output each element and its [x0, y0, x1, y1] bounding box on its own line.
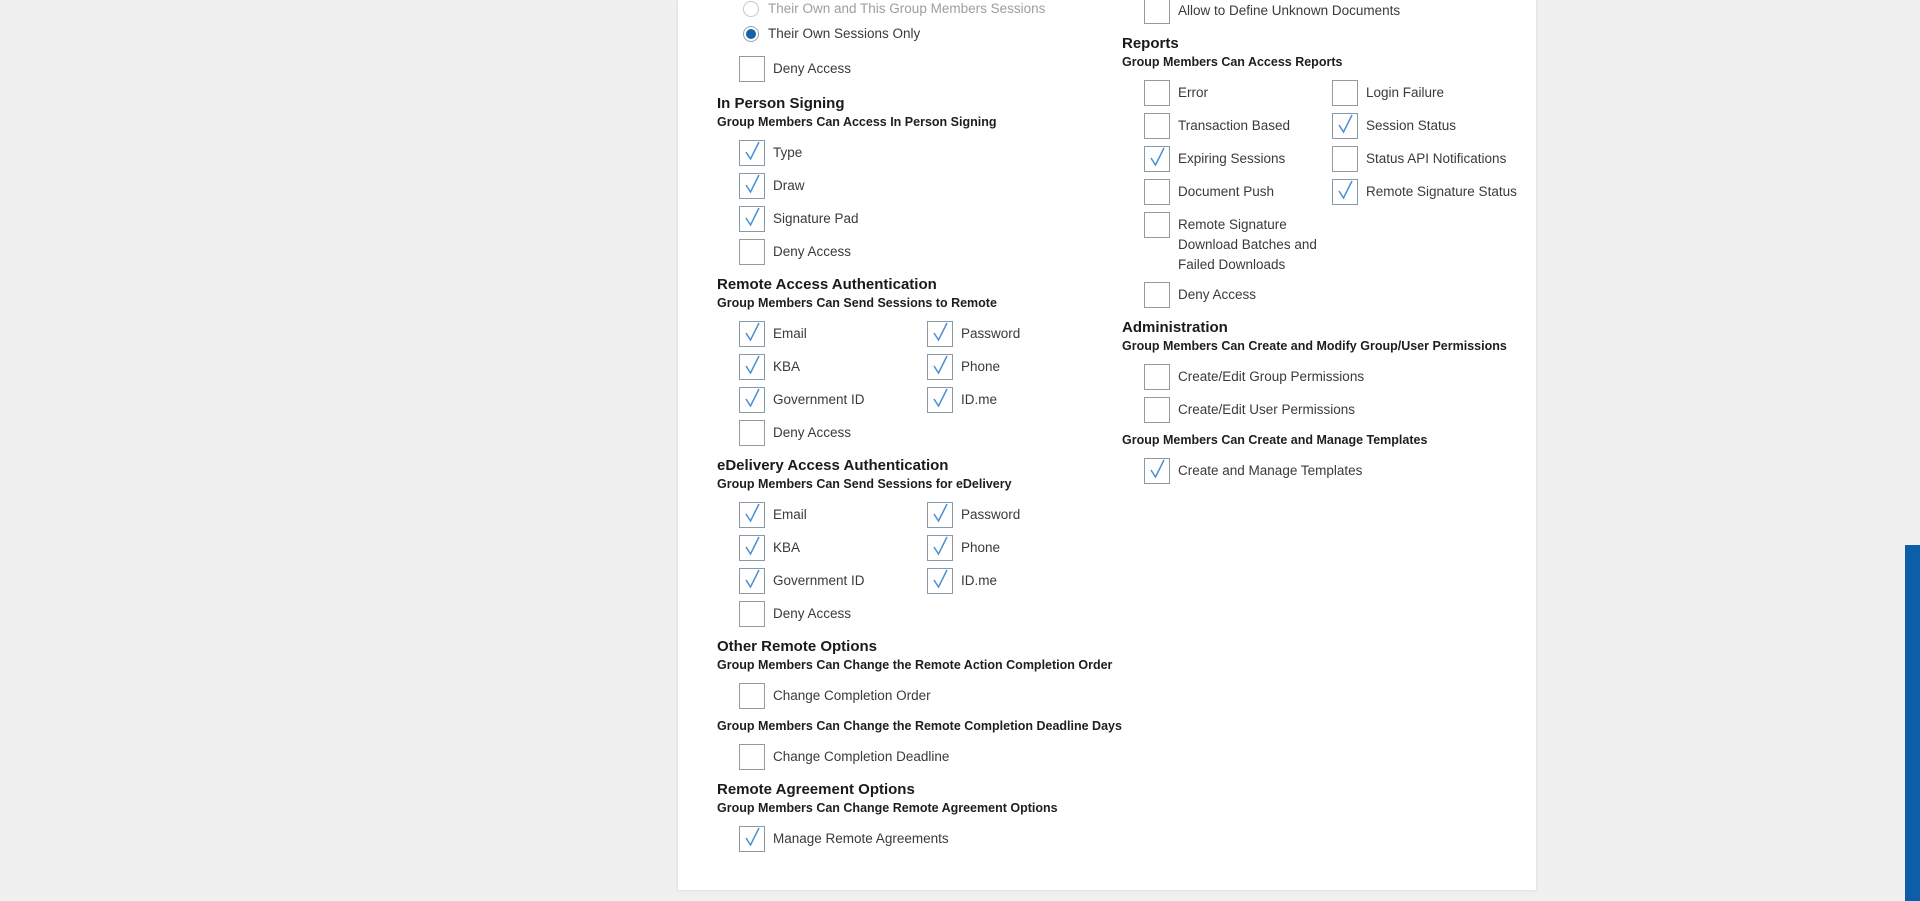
checkbox-cell [1144, 282, 1256, 308]
checkbox-phone[interactable] [927, 535, 953, 561]
check-icon [1335, 177, 1355, 201]
checkbox-row [717, 744, 1217, 770]
check-icon [930, 352, 950, 376]
checkbox-label: Document Push [1178, 184, 1275, 199]
checkbox-cell [1144, 179, 1332, 205]
checkbox-draw[interactable] [739, 173, 765, 199]
checkbox-row [1122, 282, 1527, 308]
checkbox-row [1122, 364, 1527, 390]
checkbox-email[interactable] [739, 502, 765, 528]
check-icon [1147, 144, 1167, 168]
checkbox-label: Remote Signature Status [1366, 184, 1517, 199]
checkbox-cell [1332, 80, 1444, 106]
checkbox-cell [739, 239, 851, 265]
check-icon [930, 500, 950, 524]
checkbox-label: Change Completion Order [773, 688, 931, 703]
checkbox-phone[interactable] [927, 354, 953, 380]
checkbox-rows [1122, 458, 1527, 484]
checkbox-label: Government ID [773, 573, 865, 588]
checkbox-label: Manage Remote Agreements [773, 831, 949, 846]
checkbox-label: Phone [961, 359, 1001, 374]
checkbox-cell [1144, 113, 1332, 139]
group-subtitle: Group Members Can Access In Person Signing [717, 115, 997, 129]
permission-group [1122, 339, 1527, 423]
checkbox-cell [1144, 0, 1400, 24]
checkbox-cell [927, 321, 1020, 347]
checkbox-cell [739, 568, 927, 594]
checkbox-label: Allow to Define Unknown Documents [1178, 3, 1401, 18]
section-title: Reports [1122, 35, 1179, 52]
checkbox-cell [739, 502, 927, 528]
checkbox-rows [717, 683, 1217, 709]
permission-group [717, 719, 1217, 770]
checkbox-rows [717, 502, 1217, 627]
checkbox-label: Expiring Sessions [1178, 151, 1286, 166]
checkbox-cell [1144, 397, 1355, 423]
checkbox-id-me[interactable] [927, 568, 953, 594]
checkbox-cell [739, 173, 805, 199]
checkbox-type[interactable] [739, 140, 765, 166]
check-icon [742, 385, 762, 409]
checkbox-cell [1332, 113, 1456, 139]
checkbox-label: Create/Edit User Permissions [1178, 402, 1356, 417]
radio-their-own-and-group-sessions[interactable] [743, 1, 759, 17]
checkbox-cell [1332, 179, 1517, 205]
group-subtitle: Group Members Can Change the Remote Completion Deadline Days [717, 719, 1122, 733]
section-title: eDelivery Access Authentication [717, 457, 949, 474]
checkbox-cell [927, 502, 1020, 528]
section-title: Remote Access Authentication [717, 276, 937, 293]
checkbox-deny-access[interactable] [739, 601, 765, 627]
checkbox-label: Deny Access [773, 244, 852, 259]
checkbox-cell [739, 354, 927, 380]
checkbox-label: Create and Manage Templates [1178, 463, 1363, 478]
checkbox-label: Password [961, 326, 1021, 341]
checkbox-label: Deny Access [773, 425, 852, 440]
checkbox-cell [739, 206, 859, 232]
check-icon [742, 138, 762, 162]
checkbox-label: Login Failure [1366, 85, 1445, 100]
checkbox-label: Type [773, 145, 803, 160]
checkbox-id-me[interactable] [927, 387, 953, 413]
checkbox-rows [717, 826, 1217, 852]
checkbox-session-status[interactable] [1332, 113, 1358, 139]
checkbox-label: Session Status [1366, 118, 1457, 133]
checkbox-change-completion-order[interactable] [739, 683, 765, 709]
permission-group [1122, 433, 1527, 484]
checkbox-cell [739, 826, 949, 852]
check-icon [742, 319, 762, 343]
checkbox-label: Deny Access [773, 606, 852, 621]
checkbox-deny-access[interactable] [739, 239, 765, 265]
checkbox-label: Government ID [773, 392, 865, 407]
check-icon [1335, 111, 1355, 135]
checkbox-cell [1144, 80, 1332, 106]
check-icon [930, 566, 950, 590]
checkbox-cell [1144, 212, 1328, 275]
checkbox-password[interactable] [927, 321, 953, 347]
permission-group [717, 801, 1217, 852]
group-subtitle: Group Members Can Change the Remote Action Completion Order [717, 658, 1113, 672]
section-title: In Person Signing [717, 95, 845, 112]
checkbox-cell [1332, 146, 1506, 172]
group-subtitle: Group Members Can Send Sessions for eDelivery [717, 477, 1012, 491]
right-column [1122, 0, 1527, 491]
checkbox-label: Deny Access [1178, 287, 1257, 302]
checkbox-cell [739, 56, 851, 82]
check-icon [742, 204, 762, 228]
checkbox-create-edit-group-permissions[interactable] [1144, 364, 1170, 390]
check-icon [742, 171, 762, 195]
checkbox-government-id[interactable] [739, 568, 765, 594]
checkbox-row [717, 683, 1217, 709]
checkbox-label: Transaction Based [1178, 118, 1291, 133]
checkbox-cell [1144, 364, 1364, 390]
checkbox-label: KBA [773, 359, 801, 374]
checkbox-label: Password [961, 507, 1021, 522]
checkbox-cell [739, 420, 851, 446]
checkbox-cell [739, 601, 851, 627]
check-icon [930, 319, 950, 343]
allow-define-unknown-documents-row [1122, 0, 1527, 24]
checkbox-kba[interactable] [739, 354, 765, 380]
checkbox-deny-access[interactable] [739, 56, 765, 82]
checkbox-row [1122, 80, 1527, 106]
checkbox-create-edit-user-permissions[interactable] [1144, 397, 1170, 423]
section-remote-agreement-options [717, 780, 1217, 852]
group-subtitle: Group Members Can Send Sessions to Remote [717, 296, 997, 310]
checkbox-row [1122, 458, 1527, 484]
checkbox-row [717, 535, 1217, 561]
checkbox-change-completion-deadline[interactable] [739, 744, 765, 770]
checkbox-status-api-notifications[interactable] [1332, 146, 1358, 172]
checkbox-cell [739, 683, 931, 709]
checkbox-rows [1122, 364, 1527, 423]
permissions-panel [677, 0, 1537, 891]
checkbox-row [1122, 146, 1527, 172]
vertical-scrollbar[interactable] [1905, 545, 1920, 901]
checkbox-signature-pad[interactable] [739, 206, 765, 232]
checkbox-row [1122, 113, 1527, 139]
check-icon [930, 385, 950, 409]
checkbox-cell [927, 535, 1000, 561]
section-reports [1122, 34, 1527, 308]
checkbox-row [717, 502, 1217, 528]
checkbox-remote-signature-download-batches-and-failed-downloads[interactable] [1144, 212, 1170, 238]
checkbox-label: Remote Signature Download Batches and Failed Downloads [1178, 217, 1317, 272]
section-title: Remote Agreement Options [717, 781, 915, 798]
checkbox-create-and-manage-templates[interactable] [1144, 458, 1170, 484]
checkbox-rows [1122, 80, 1527, 308]
checkbox-password[interactable] [927, 502, 953, 528]
permission-group [717, 477, 1217, 627]
check-icon [742, 533, 762, 557]
section-title: Other Remote Options [717, 638, 878, 655]
checkbox-cell [1144, 458, 1362, 484]
permission-group [717, 658, 1217, 709]
checkbox-cell [739, 744, 949, 770]
checkbox-remote-signature-status[interactable] [1332, 179, 1358, 205]
checkbox-row [1122, 212, 1527, 275]
right-sections-container [1122, 34, 1527, 484]
checkbox-cell [739, 140, 802, 166]
checkbox-rows [717, 744, 1217, 770]
group-subtitle: Group Members Can Access Reports [1122, 55, 1343, 69]
checkbox-government-id[interactable] [739, 387, 765, 413]
group-subtitle: Group Members Can Create and Manage Templates [1122, 433, 1428, 447]
checkbox-label: Change Completion Deadline [773, 749, 950, 764]
checkbox-error[interactable] [1144, 80, 1170, 106]
checkbox-row [717, 826, 1217, 852]
checkbox-cell [1144, 146, 1332, 172]
checkbox-label: Status API Notifications [1366, 151, 1507, 166]
checkbox-cell [927, 568, 997, 594]
checkbox-label: Draw [773, 178, 805, 193]
check-icon [742, 500, 762, 524]
checkbox-deny-access[interactable] [739, 420, 765, 446]
checkbox-label: Signature Pad [773, 211, 859, 226]
check-icon [1147, 456, 1167, 480]
check-icon [742, 566, 762, 590]
radio-label: Their Own Sessions Only [768, 26, 921, 41]
checkbox-cell [927, 354, 1000, 380]
check-icon [930, 533, 950, 557]
checkbox-email[interactable] [739, 321, 765, 347]
checkbox-cell [927, 387, 997, 413]
group-subtitle: Group Members Can Change Remote Agreement Options [717, 801, 1058, 815]
checkbox-transaction-based[interactable] [1144, 113, 1170, 139]
checkbox-label: ID.me [961, 392, 998, 407]
checkbox-kba[interactable] [739, 535, 765, 561]
checkbox-cell [739, 535, 927, 561]
checkbox-row [1122, 179, 1527, 205]
checkbox-cell [739, 321, 927, 347]
check-icon [742, 352, 762, 376]
radio-their-own-sessions-only[interactable] [743, 26, 759, 42]
checkbox-cell [739, 387, 927, 413]
checkbox-manage-remote-agreements[interactable] [739, 826, 765, 852]
section-other-remote-options [717, 637, 1217, 770]
checkbox-label: Error [1178, 85, 1208, 100]
checkbox-login-failure[interactable] [1332, 80, 1358, 106]
section-title: Administration [1122, 319, 1228, 336]
checkbox-row [1122, 397, 1527, 423]
checkbox-label: Email [773, 507, 807, 522]
checkbox-expiring-sessions[interactable] [1144, 146, 1170, 172]
checkbox-label: ID.me [961, 573, 998, 588]
radio-label: Their Own and This Group Members Sessions [768, 1, 1046, 16]
checkbox-allow-to-define-unknown-documents[interactable] [1144, 0, 1170, 24]
section-administration [1122, 318, 1527, 484]
checkbox-label: Deny Access [773, 61, 852, 76]
checkbox-label: KBA [773, 540, 801, 555]
group-subtitle: Group Members Can Create and Modify Group/User Permissions [1122, 339, 1507, 353]
checkbox-deny-access[interactable] [1144, 282, 1170, 308]
checkbox-label: Phone [961, 540, 1001, 555]
checkbox-row [717, 568, 1217, 594]
check-icon [742, 824, 762, 848]
checkbox-label: Create/Edit Group Permissions [1178, 369, 1365, 384]
checkbox-row [717, 601, 1217, 627]
checkbox-label: Email [773, 326, 807, 341]
permission-group [1122, 55, 1527, 308]
checkbox-document-push[interactable] [1144, 179, 1170, 205]
